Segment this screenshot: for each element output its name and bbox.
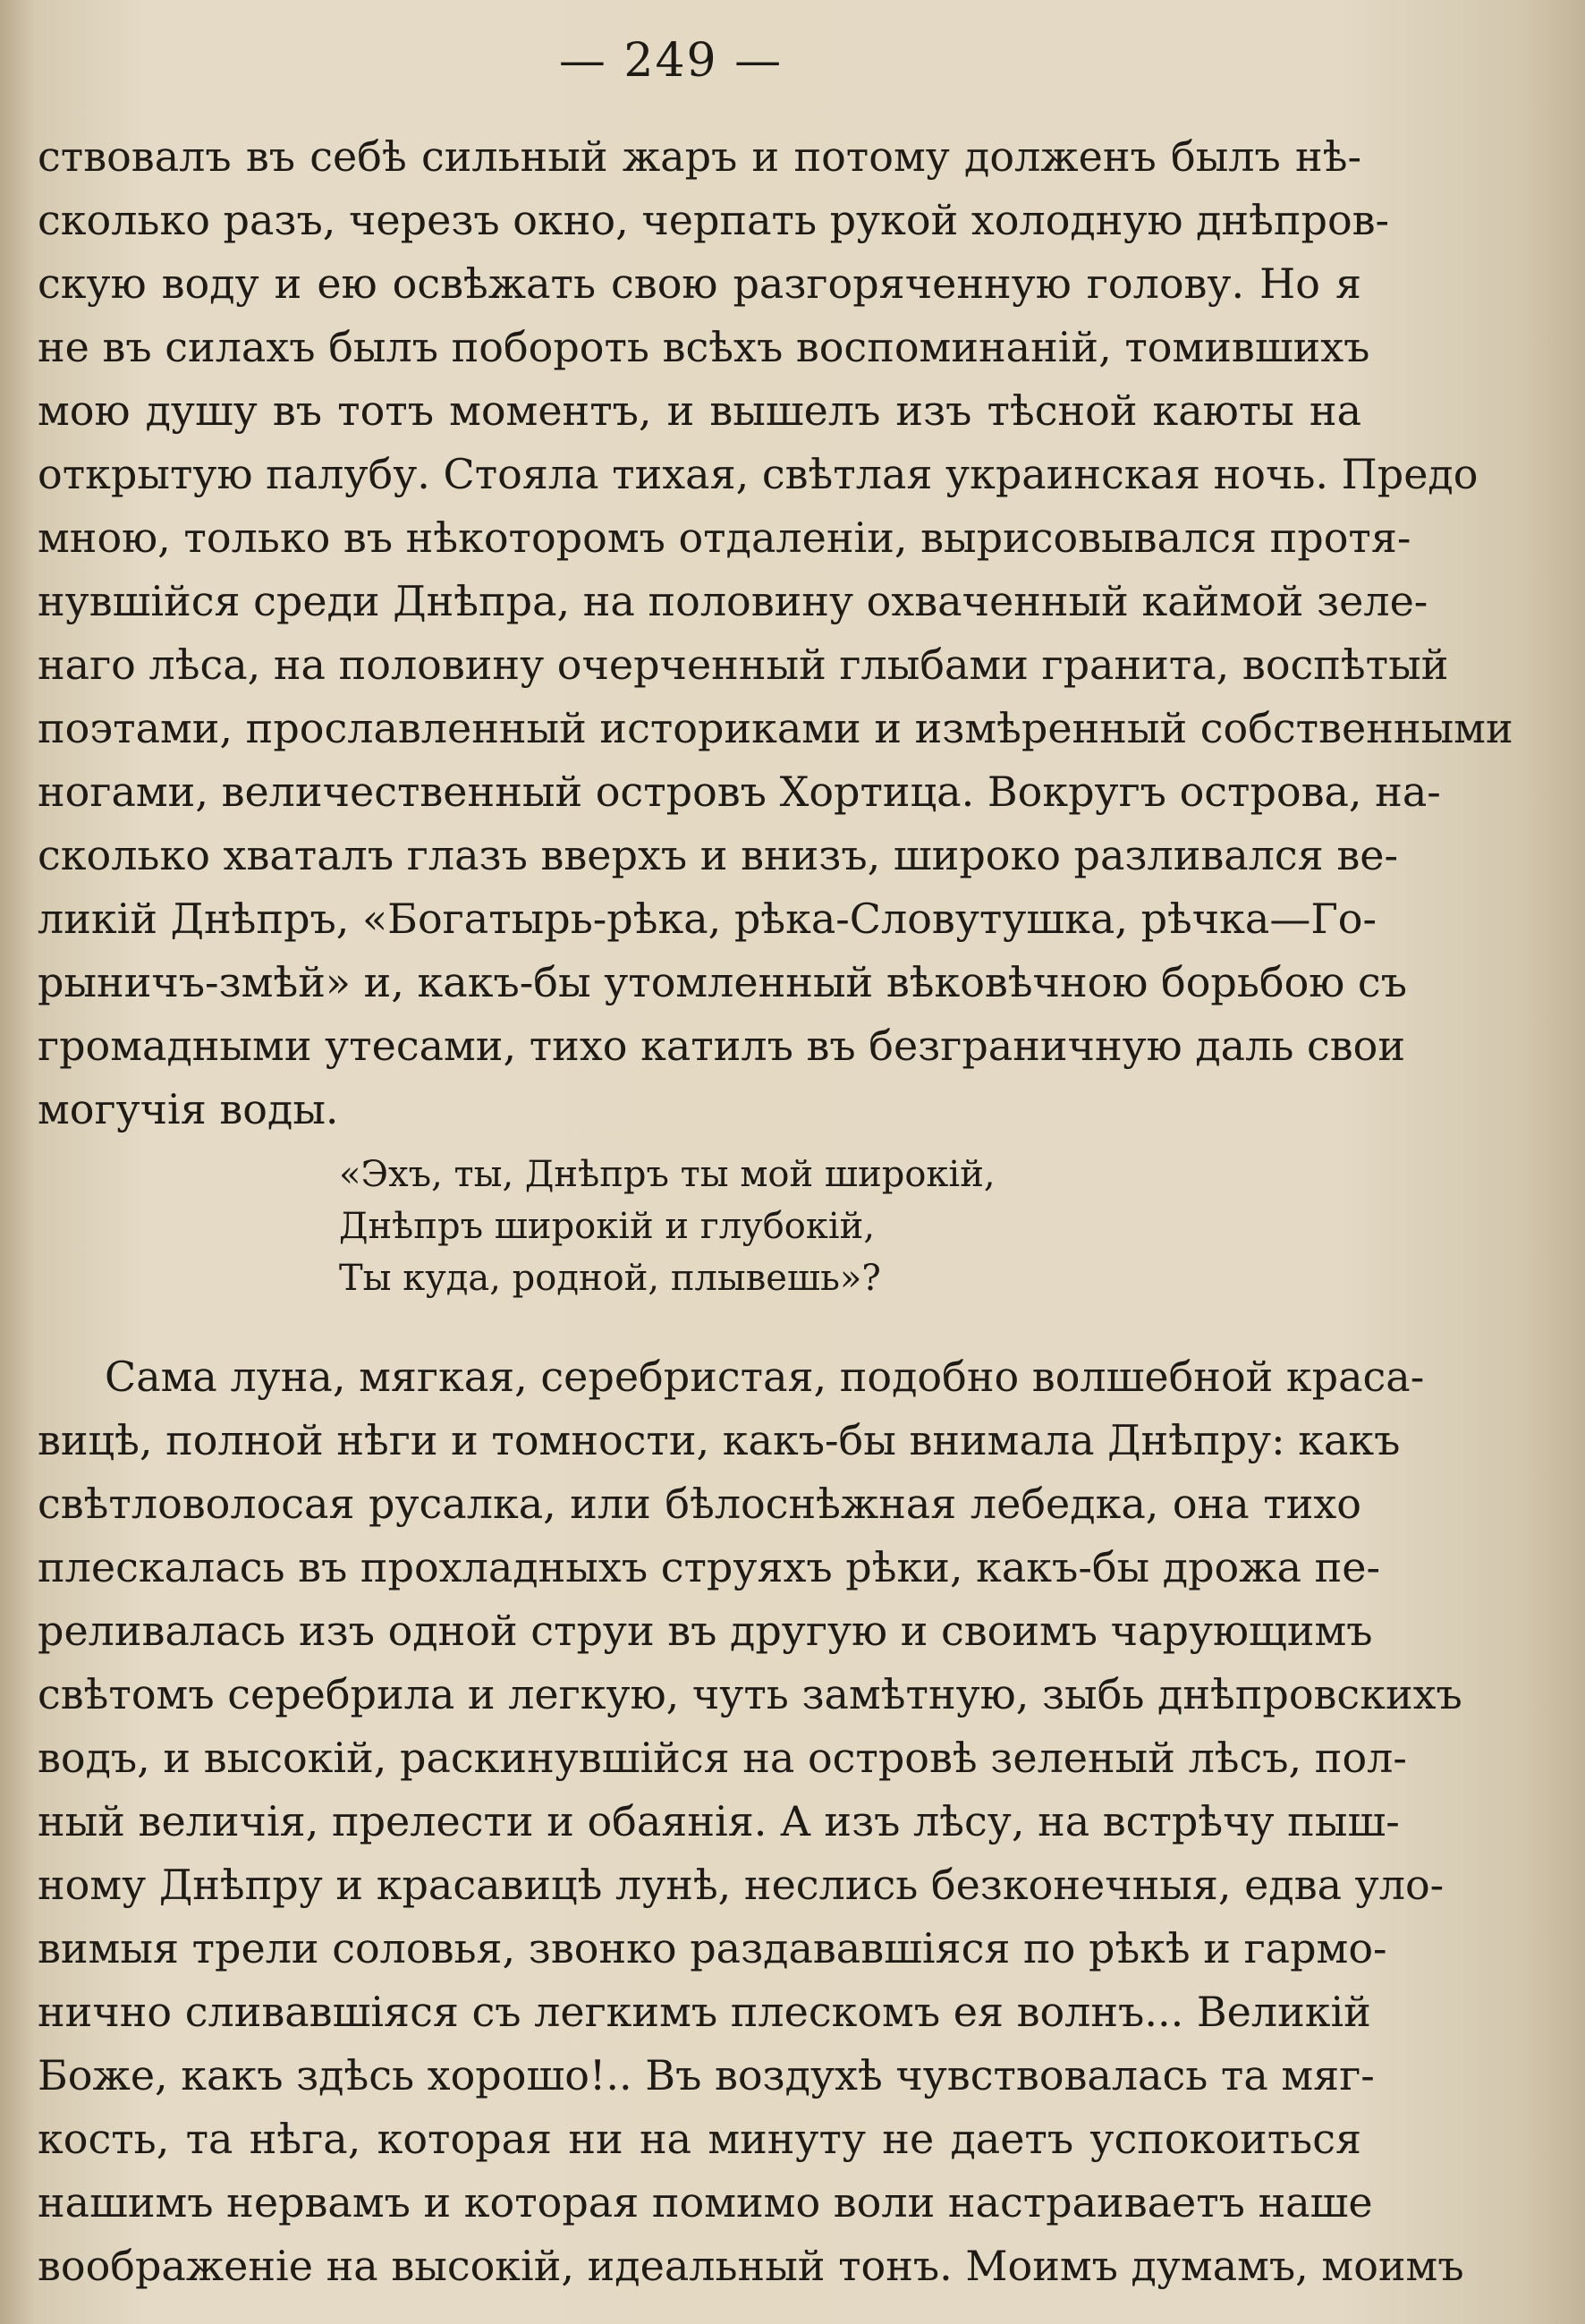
- verse-line: «Эхъ, ты, Днѣпръ ты мой широкій,: [339, 1154, 996, 1195]
- text-line: ствовалъ въ себѣ сильный жаръ и потому долженъ былъ нѣ-: [38, 132, 1361, 181]
- text-line: свѣтомъ серебрила и легкую, чуть замѣтную, зыбь днѣпровскихъ: [38, 1670, 1462, 1718]
- text-line: Сама луна, мягкая, серебристая, подобно волшебной краса-: [105, 1353, 1425, 1401]
- text-line: реливалась изъ одной струи въ другую и своимъ чарующимъ: [38, 1607, 1373, 1655]
- paragraph-1: [38, 125, 1513, 1141]
- text-line: нашимъ нервамъ и которая помимо воли настраиваетъ наше: [38, 2178, 1373, 2226]
- text-line: вицѣ, полной нѣги и томности, какъ-бы внимала Днѣпру: какъ: [38, 1416, 1401, 1464]
- text-line: наго лѣса, на половину очерченный глыбами гранита, воспѣтый: [38, 640, 1449, 689]
- text-line: скую воду и ею освѣжать свою разгоряченную голову. Но я: [38, 259, 1361, 308]
- paragraph-2: [38, 1345, 1464, 2298]
- text-line: ный величія, прелести и обаянія. А изъ лѣсу, на встрѣчу пыш-: [38, 1797, 1400, 1845]
- text-line: нувшійся среди Днѣпра, на половину охваченный каймой зеле-: [38, 577, 1428, 625]
- text-line: громадными утесами, тихо катилъ въ безграничную даль свои: [38, 1022, 1406, 1070]
- text-line: открытую палубу. Стояла тихая, свѣтлая украинская ночь. Предо: [38, 450, 1479, 498]
- verse-line: Днѣпръ широкій и глубокій,: [339, 1206, 876, 1247]
- text-line: нично сливавшіяся съ легкимъ плескомъ ея волнъ... Великій: [38, 1988, 1371, 2036]
- text-line: могучія воды.: [38, 1085, 339, 1133]
- text-line: ликій Днѣпръ, «Богатырь-рѣка, рѣка-Словутушка, рѣчка—Го-: [38, 895, 1377, 943]
- text-line: рыничъ-змѣй» и, какъ-бы утомленный вѣковѣчною борьбою съ: [38, 958, 1407, 1006]
- text-line: не въ силахъ былъ побороть всѣхъ воспоминаній, томившихъ: [38, 323, 1370, 371]
- page-number: — 249 —: [558, 34, 784, 88]
- text-line: сколько хваталъ глазъ вверхъ и внизъ, широко разливался ве-: [38, 831, 1398, 879]
- text-line: ному Днѣпру и красавицѣ лунѣ, неслись безконечныя, едва уло-: [38, 1861, 1445, 1909]
- text-line: мою душу въ тотъ моментъ, и вышелъ изъ тѣсной каюты на: [38, 386, 1361, 435]
- text-line: воображеніе на высокій, идеальный тонъ. Моимъ думамъ, моимъ: [38, 2242, 1464, 2290]
- text-line: ногами, величественный островъ Хортица. Вокругъ острова, на-: [38, 768, 1441, 816]
- text-line: Боже, какъ здѣсь хорошо!.. Въ воздухѣ чувствовалась та мяг-: [38, 2051, 1375, 2099]
- page-body: [38, 125, 1513, 2298]
- verse-line: Ты куда, родной, плывешь»?: [339, 1258, 881, 1299]
- text-line: мною, только въ нѣкоторомъ отдаленіи, вырисовывался протя-: [38, 513, 1411, 562]
- text-line: сколько разъ, черезъ окно, черпать рукой холодную днѣпров-: [38, 196, 1390, 244]
- text-line: вимыя трели соловья, звонко раздававшіяся по рѣкѣ и гармо-: [38, 1924, 1387, 1972]
- text-line: свѣтловолосая русалка, или бѣлоснѣжная лебедка, она тихо: [38, 1480, 1361, 1528]
- text-line: поэтами, прославленный историками и измѣренный собственными: [38, 704, 1513, 752]
- text-line: кость, та нѣга, которая ни на минуту не даетъ успокоиться: [38, 2115, 1361, 2163]
- text-line: плескалась въ прохладныхъ струяхъ рѣки, какъ-бы дрожа пе-: [38, 1543, 1381, 1591]
- text-line: водъ, и высокій, раскинувшійся на островѣ зеленый лѣсъ, пол-: [38, 1734, 1407, 1782]
- verse-quote: [339, 1149, 1361, 1304]
